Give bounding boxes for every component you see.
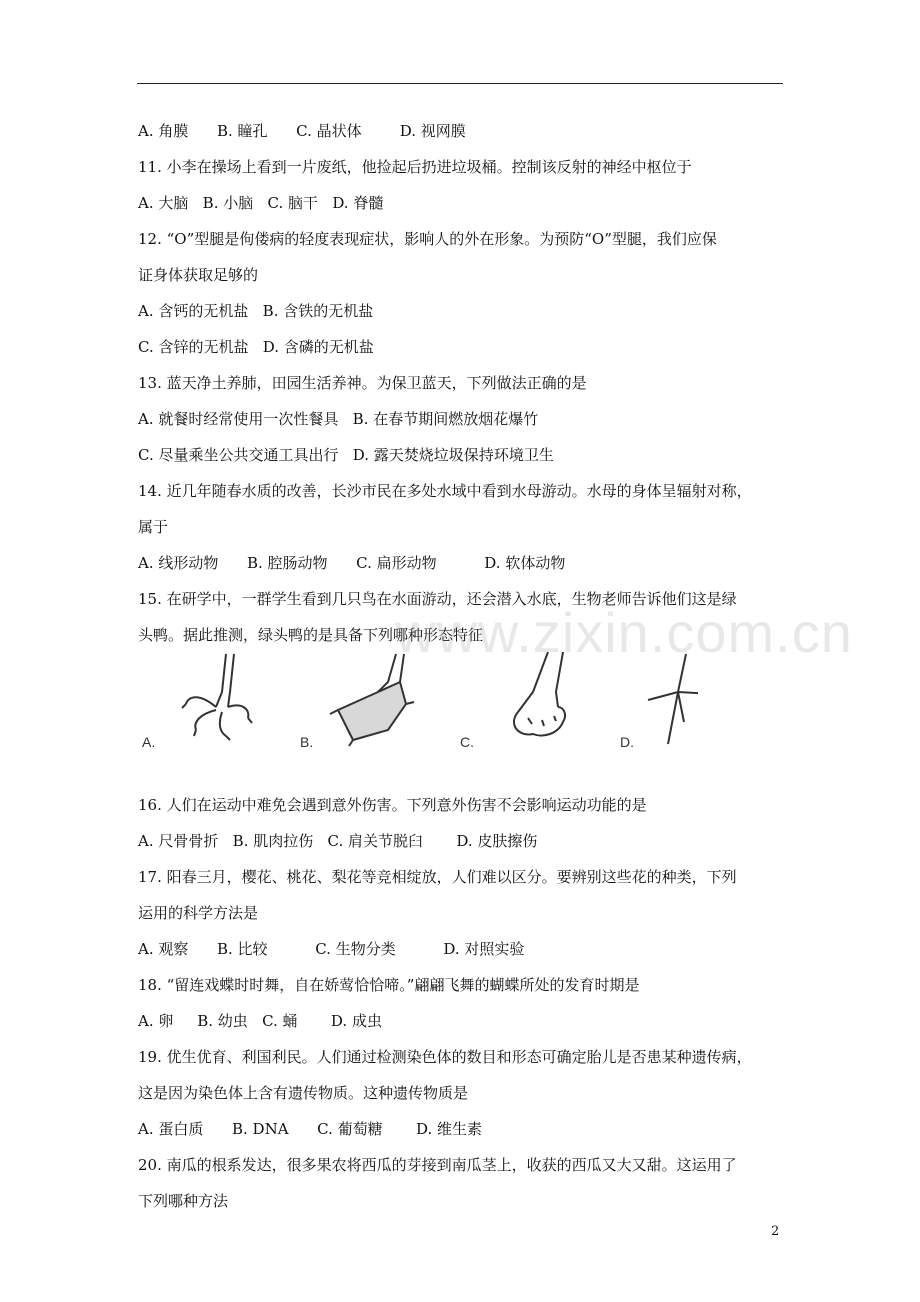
text-line: 13. 蓝天净土养肺，田园生活养神。为保卫蓝天，下列做法正确的是	[138, 374, 587, 392]
foot-b-icon	[330, 654, 414, 746]
text-line: 14. 近几年随春水质的改善，长沙市民在多处水域中看到水母游动。水母的身体呈辐射对称，	[138, 482, 752, 500]
text-line: 12. “O”型腿是佝偻病的轻度表现症状，影响人的外在形象。为预防“O”型腿，我们应保	[138, 230, 717, 248]
watermark: www.zixin.com.cn	[395, 601, 853, 664]
foot-d-icon	[648, 654, 698, 744]
text-line: 18. “留连戏蝶时时舞，自在娇莺恰恰啼。”翩翩飞舞的蝴蝶所处的发育时期是	[138, 976, 640, 994]
text-line: 17. 阳春三月，樱花、桃花、梨花等竞相绽放，人们难以区分。要辨别这些花的种类，下列	[138, 868, 737, 886]
text-line: A. 线形动物 B. 腔肠动物 C. 扁形动物 D. 软体动物	[138, 554, 566, 572]
text-line: A. 大脑 B. 小脑 C. 脑干 D. 脊髓	[138, 194, 384, 212]
text-line: C. 尽量乘坐公共交通工具出行 D. 露天焚烧垃圾保持环境卫生	[138, 446, 554, 464]
text-line: 属于	[138, 518, 169, 536]
text-line: A. 尺骨骨折 B. 肌肉拉伤 C. 肩关节脱臼 D. 皮肤擦伤	[138, 832, 538, 850]
text-line: A. 含钙的无机盐 B. 含铁的无机盐	[138, 302, 374, 320]
bird-feet-figure	[138, 652, 698, 752]
text-line: 头鸭。据此推测，绿头鸭的是具备下列哪种形态特征	[138, 626, 484, 644]
header-rule	[137, 83, 783, 84]
text-line: 16. 人们在运动中难免会遇到意外伤害。下列意外伤害不会影响运动功能的是	[138, 796, 647, 814]
text-line: C. 含锌的无机盐 D. 含磷的无机盐	[138, 338, 374, 356]
figure-label-a: A.	[142, 734, 156, 750]
foot-a-icon	[182, 654, 252, 740]
text-line: A. 观察 B. 比较 C. 生物分类 D. 对照实验	[138, 940, 525, 958]
foot-c-icon	[514, 652, 565, 736]
page-number: 2	[771, 1224, 780, 1239]
text-line: 15. 在研学中，一群学生看到几只鸟在水面游动，还会潜入水底，生物老师告诉他们这是绿	[138, 590, 737, 608]
text-line: 运用的科学方法是	[138, 904, 259, 922]
text-line: A. 蛋白质 B. DNA C. 葡萄糖 D. 维生素	[138, 1120, 483, 1138]
text-line: 证身体获取足够的	[138, 266, 259, 284]
text-line: 19. 优生优育、利国利民。人们通过检测染色体的数目和形态可确定胎儿是否患某种遗传病，	[138, 1048, 752, 1066]
bird-feet-illustration	[138, 652, 698, 752]
text-line: A. 就餐时经常使用一次性餐具 B. 在春节期间燃放烟花爆竹	[138, 410, 539, 428]
figure-label-b: B.	[300, 734, 314, 750]
text-line: 11. 小李在操场上看到一片废纸，他捡起后扔进垃圾桶。控制该反射的神经中枢位于	[138, 158, 692, 176]
text-line: 这是因为染色体上含有遗传物质。这种遗传物质是	[138, 1084, 469, 1102]
text-line: 20. 南瓜的根系发达，很多果农将西瓜的芽接到南瓜茎上，收获的西瓜又大又甜。这运用了	[138, 1156, 737, 1174]
text-line: A. 卵 B. 幼虫 C. 蛹 D. 成虫	[138, 1012, 382, 1030]
figure-label-c: C.	[460, 734, 474, 750]
figure-label-d: D.	[620, 734, 634, 750]
text-line: A. 角膜 B. 瞳孔 C. 晶状体 D. 视网膜	[138, 122, 466, 140]
text-line: 下列哪种方法	[138, 1192, 229, 1210]
